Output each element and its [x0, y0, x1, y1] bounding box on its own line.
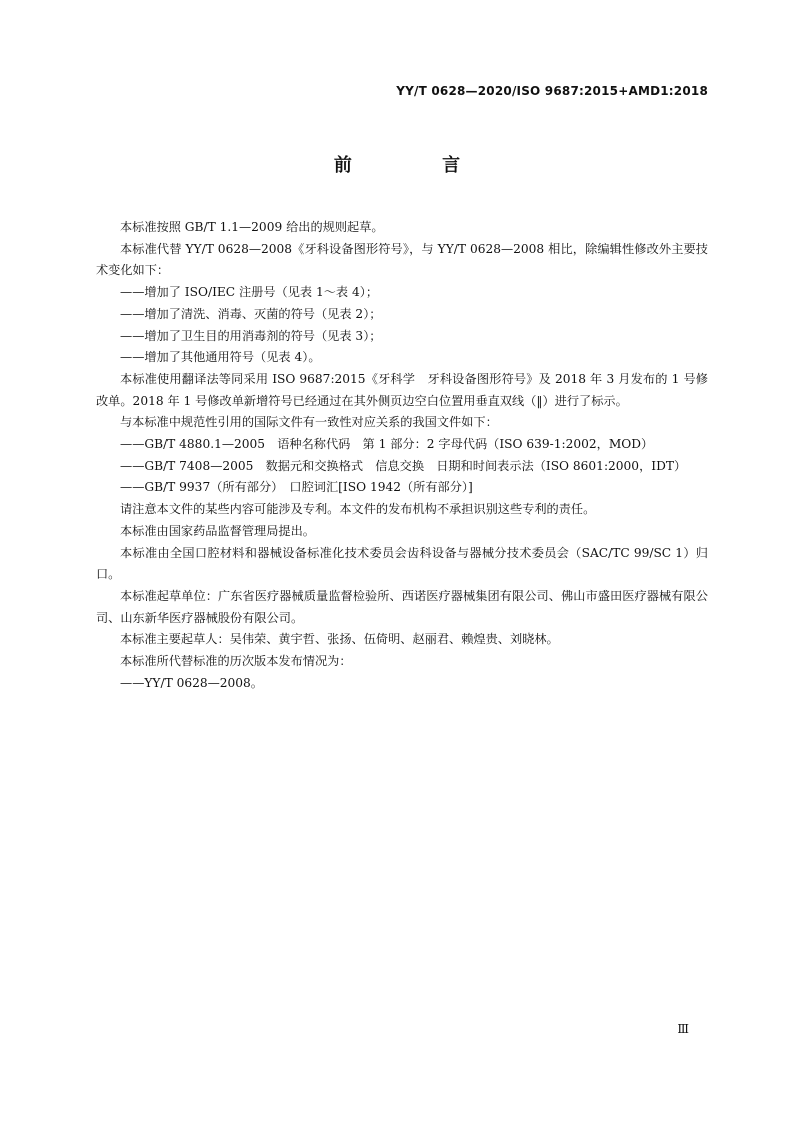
- page-number: Ⅲ: [677, 1022, 689, 1036]
- list-item-reference: ——GB/T 9937（所有部分） 口腔词汇[ISO 1942（所有部分）]: [120, 480, 473, 495]
- paragraph-drafting-units: 本标准起草单位：广东省医疗器械质量监督检验所、西诺医疗器械集团有限公司、佛山市盛田医疗器械有限公司、山东新华医疗器械股份有限公司。: [96, 588, 708, 625]
- paragraph-drafters: 本标准主要起草人：吴伟荣、黄宇哲、张扬、伍倚明、赵丽君、赖煌贵、刘晓林。: [120, 632, 559, 647]
- list-item-change: ——增加了 ISO/IEC 注册号（见表 1～表 4）；: [120, 285, 379, 300]
- page-title: 前 言: [333, 155, 503, 176]
- header-standard-code: YY/T 0628—2020/ISO 9687:2015+AMD1:2018: [396, 84, 708, 98]
- paragraph-replacement: 本标准代替 YY/T 0628—2008《牙科设备图形符号》，与 YY/T 0628—2008 相比，除编辑性修改外主要技术变化如下：: [96, 241, 708, 278]
- paragraph-corresponding-docs: 与本标准中规范性引用的国际文件有一致性对应关系的我国文件如下：: [120, 415, 498, 430]
- list-item-previous-edition: ——YY/T 0628—2008。: [120, 675, 263, 690]
- paragraph-drafting-rules: 本标准按照 GB/T 1.1—2009 给出的规则起草。: [120, 220, 384, 234]
- list-item-change: ——增加了其他通用符号（见表 4）。: [120, 350, 321, 365]
- paragraph-patent-notice: 请注意本文件的某些内容可能涉及专利。本文件的发布机构不承担识别这些专利的责任。: [120, 502, 596, 517]
- list-item-reference: ——GB/T 7408—2005 数据元和交换格式 信息交换 日期和时间表示法（ISO 8601:2000，IDT）: [120, 458, 687, 473]
- paragraph-previous-editions: 本标准所代替标准的历次版本发布情况为：: [120, 654, 352, 669]
- list-item-change: ——增加了卫生目的用消毒剂的符号（见表 3）；: [120, 328, 382, 343]
- paragraph-adoption: 本标准使用翻译法等同采用 ISO 9687:2015《牙科学 牙科设备图形符号》及 2018 年 3 月发布的 1 号修改单。2018 年 1 号修改单新增符号已经通过在其外侧页边空白位置用垂直双线（‖）进行了标示。: [96, 371, 708, 408]
- paragraph-proposed-by: 本标准由国家药品监督管理局提出。: [120, 523, 315, 538]
- foreword-content: [96, 217, 708, 694]
- paragraph-responsible-committee: 本标准由全国口腔材料和器械设备标准化技术委员会齿科设备与器械分技术委员会（SAC/TC 99/SC 1）归口。: [96, 545, 708, 582]
- list-item-change: ——增加了清洗、消毒、灭菌的符号（见表 2）；: [120, 306, 382, 321]
- list-item-reference: ——GB/T 4880.1—2005 语种名称代码 第 1 部分：2 字母代码（ISO 639-1:2002，MOD）: [120, 437, 654, 452]
